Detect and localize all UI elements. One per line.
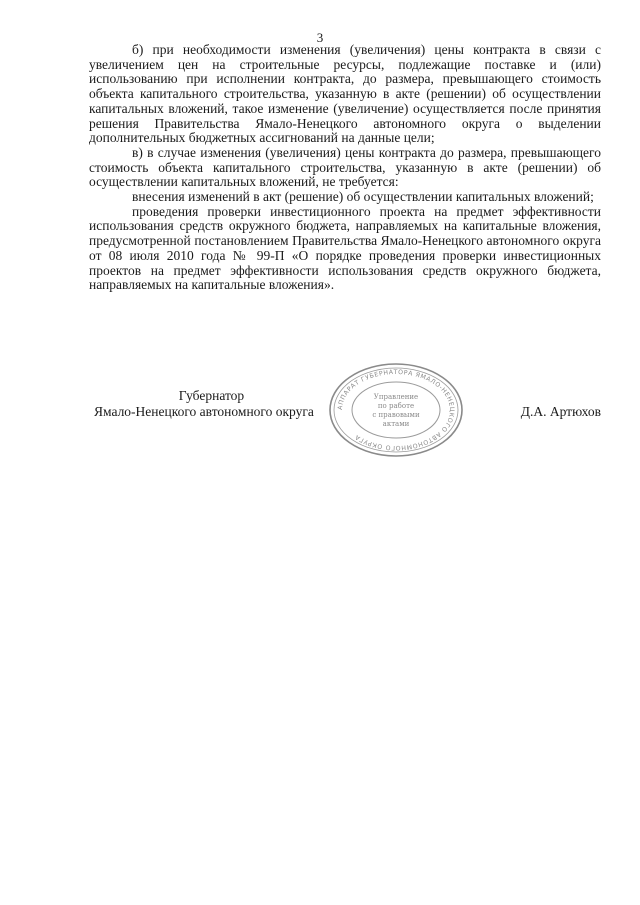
signatory-position: Губернатор bbox=[178, 388, 245, 403]
official-seal bbox=[326, 360, 466, 460]
signatory-name: Д.А. Артюхов bbox=[520, 404, 601, 419]
document-body bbox=[89, 43, 601, 293]
paragraph-inspection: проведения проверки инвестиционного проекта на предмет эффективности использования средств окружного бюджета, направляемых на капитальные вложения, предусмотренной постановлением Правительства Ямало-Ненецкого автономного округа от 08 июля 2010 года № 99-П «О порядке проведения проверки инвестиционных проектов на предмет эффективности использования средств окружного бюджета, направляемых на капитальные вложения». bbox=[89, 203, 601, 293]
seal-line-2: по работе bbox=[377, 402, 415, 410]
seal-line-1: Управление bbox=[373, 393, 419, 401]
paragraph-amendment: внесения изменений в акт (решение) об осуществлении капитальных вложений; bbox=[132, 189, 594, 205]
page-number: 3 bbox=[316, 30, 324, 45]
seal-line-3: с правовыми bbox=[372, 411, 420, 419]
seal-icon bbox=[326, 360, 466, 460]
seal-ring-text: АППАРАТ ГУБЕРНАТОРА ЯМАЛО-НЕНЕЦКОГО АВТОНОМНОГО ОКРУГА bbox=[336, 368, 456, 452]
svg-text:АППАРАТ ГУБЕРНАТОРА ЯМАЛО-НЕНЕ bbox=[337, 369, 455, 451]
paragraph-v: в) в случае изменения (увеличения) цены контракта до размера, превышающего стоимость объекта капитального строительства, указанную в акте (решении) об осуществлении капитальных вложений, не требуется: bbox=[89, 144, 601, 190]
paragraph-b: б) при необходимости изменения (увеличения) цены контракта в связи с увеличением цен на строительные ресурсы, подлежащие поставке и (или) использованию при исполнении контракта, до размера, превышающего стоимость объекта капитального строительства, указанную в акте (решении) об осуществлении капитальных вложений, такое изменение (увеличение) осуществляется после принятия решения Правительства Ямало-Ненецкого автономного округа о выделении дополнительных бюджетных ассигнований на данные цели; bbox=[89, 42, 601, 146]
seal-line-4: актами bbox=[382, 420, 410, 428]
signatory-region: Ямало-Ненецкого автономного округа bbox=[94, 404, 314, 419]
